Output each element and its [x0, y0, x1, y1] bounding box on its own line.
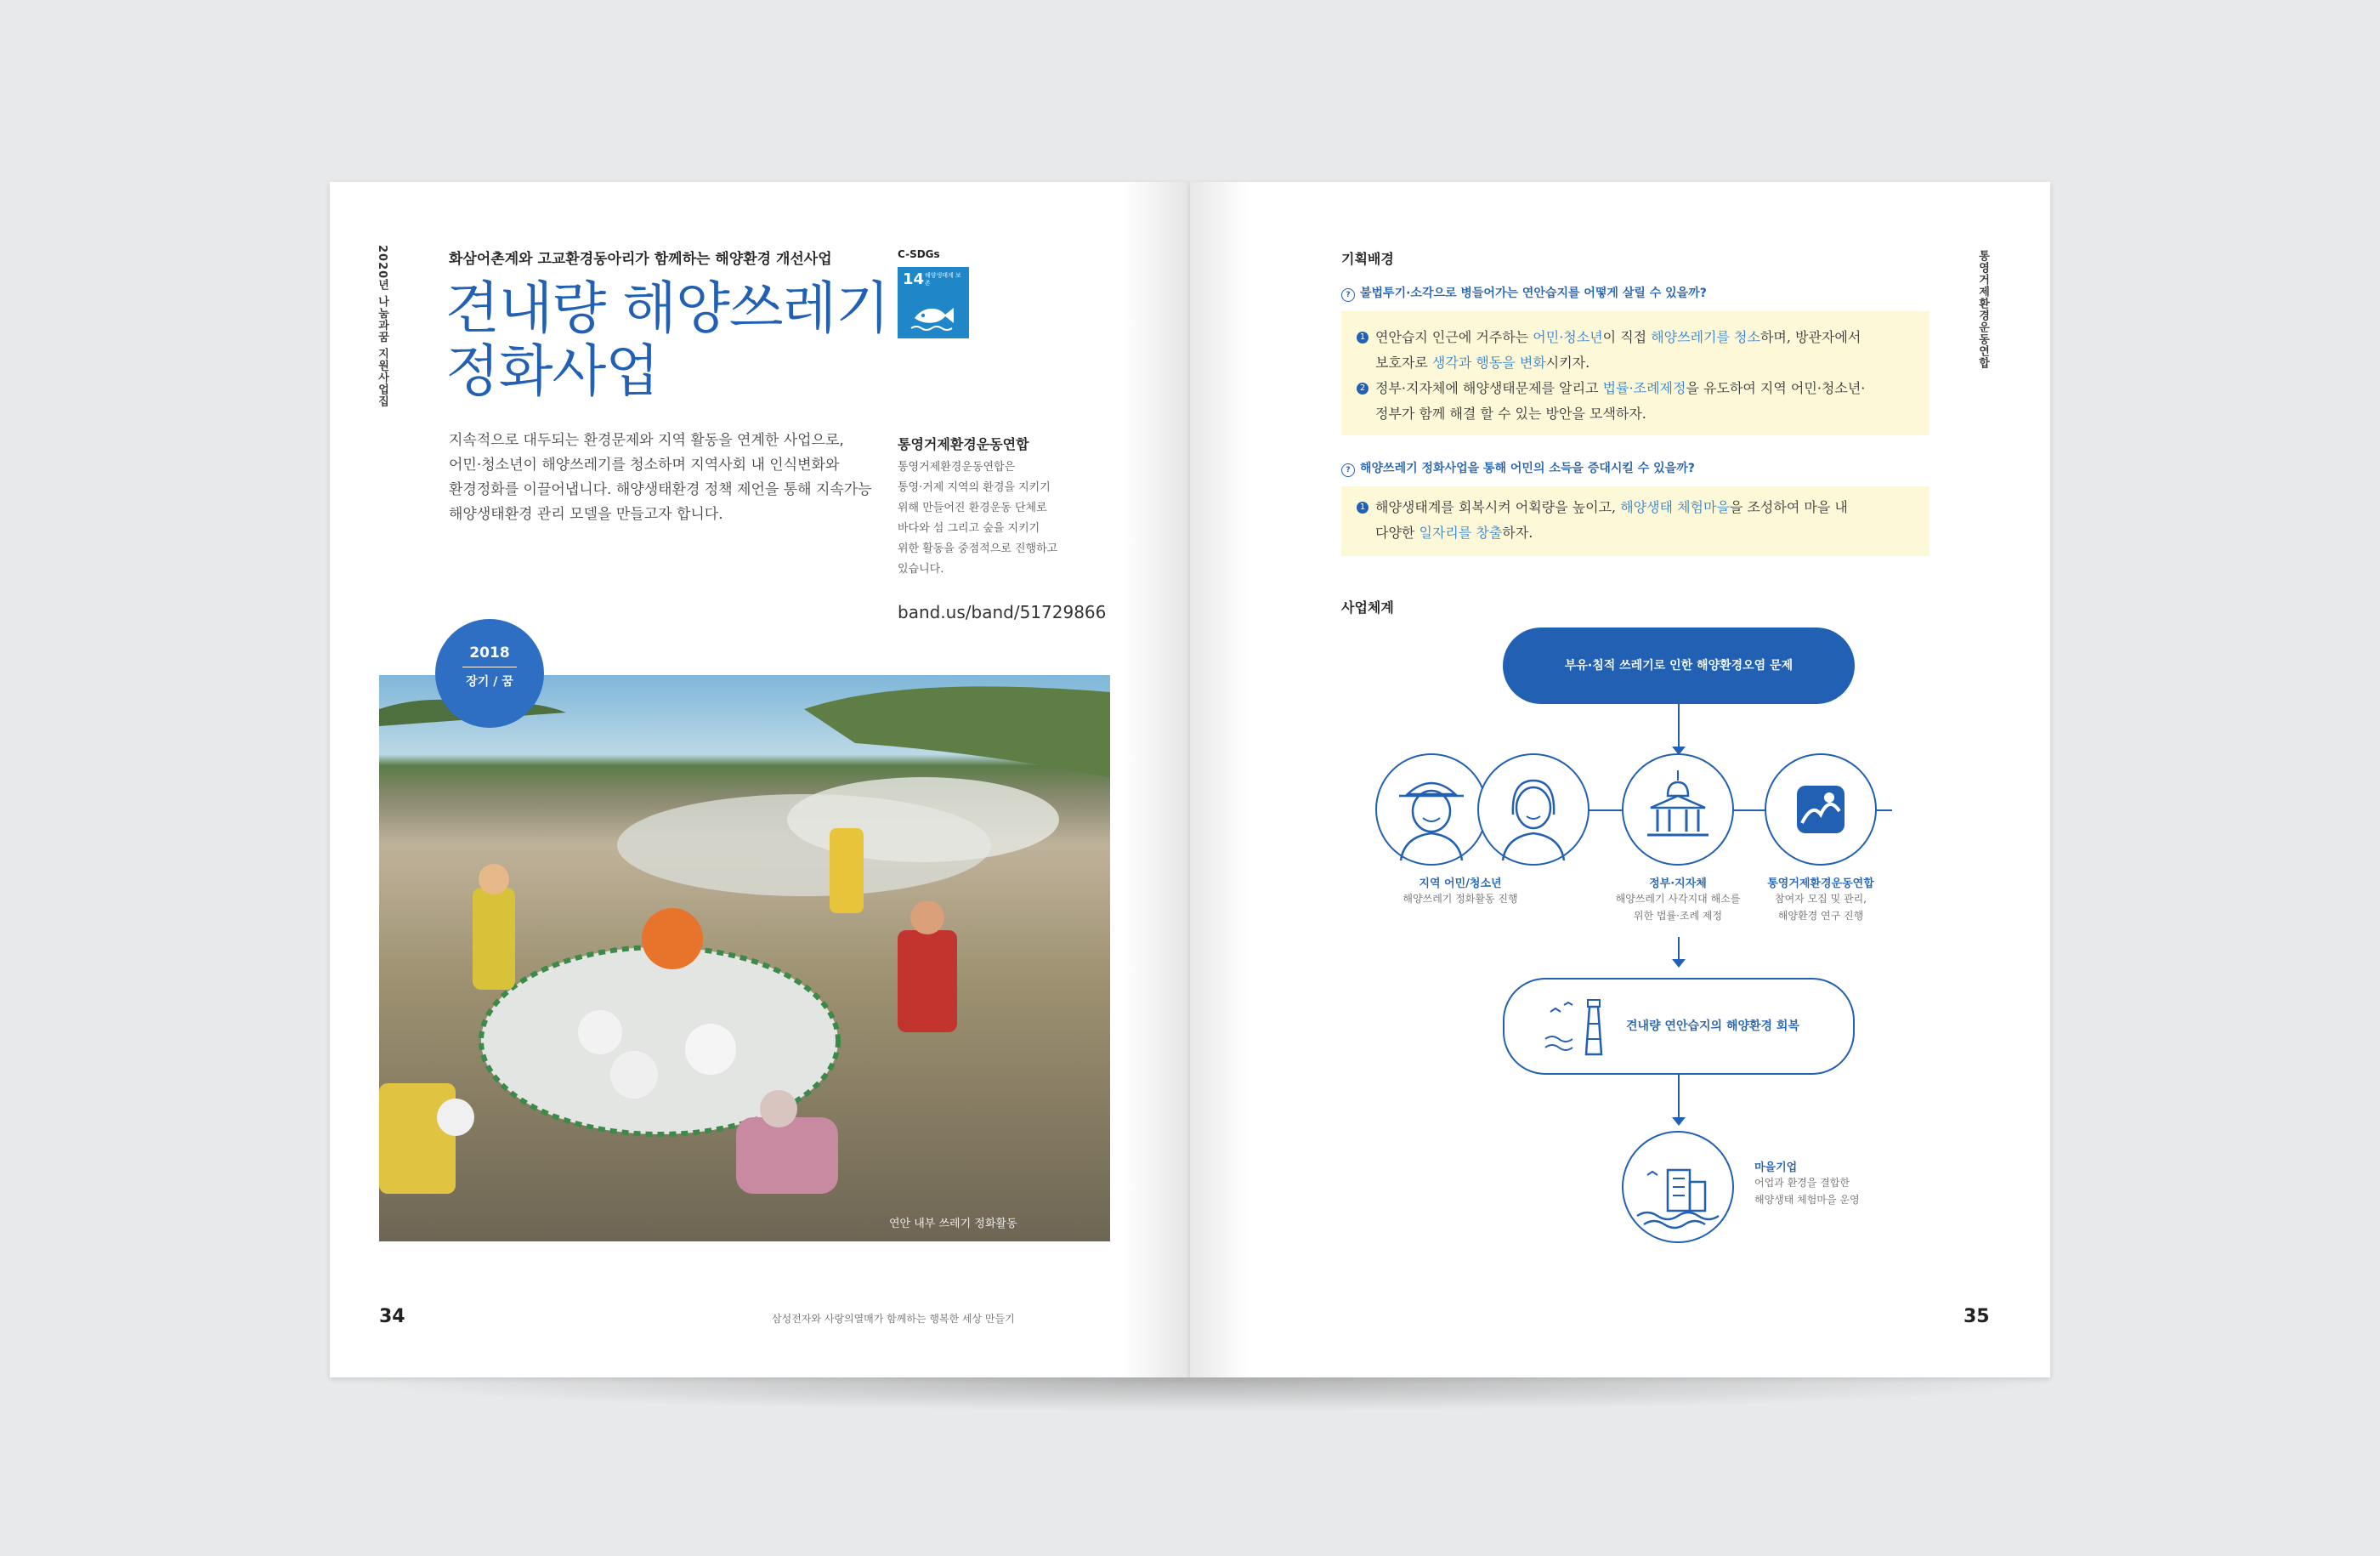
sdg-goal-text: 해양생태계 보존 [925, 272, 961, 287]
node-government-desc: 해양쓰레기 사각지대 해소를 위한 법률·조례 제정 [1615, 893, 1741, 922]
question-1-text: 불법투기·소각으로 병들어가는 연안습지를 어떻게 살릴 수 있을까? [1360, 287, 1707, 300]
final-node [1754, 1158, 1941, 1208]
footer-text: 삼성전자와 사랑의열매가 함께하는 행복한 세상 만들기 [772, 1313, 1015, 1325]
fish-icon [910, 298, 957, 332]
year-badge [435, 619, 544, 728]
problem-pill: 부유·침적 쓰레기로 인한 해양환경오염 문제 [1503, 628, 1855, 704]
background-section-title: 기획배경 [1341, 251, 1394, 267]
arrow-down-icon [1672, 1117, 1686, 1126]
node-org-desc: 참여자 모집 및 관리, 해양환경 연구 진행 [1775, 893, 1867, 922]
right-page [1190, 182, 2050, 1377]
final-node-desc: 어업과 환경을 결합한 해양생태 체험마을 운영 [1754, 1177, 1860, 1206]
system-section-title: 사업체계 [1341, 599, 1394, 616]
page-number-left: 34 [379, 1306, 405, 1327]
outcome-text: 견내량 연안습지의 해양환경 회복 [1626, 1019, 1799, 1033]
photo-illustration [379, 675, 1110, 1241]
village-business-icon [1622, 1131, 1734, 1243]
org-url-link[interactable]: band.us/band/51729866 [898, 602, 1107, 622]
question-2 [1341, 459, 1695, 477]
government-building-icon [1622, 753, 1734, 866]
sdg-badge [898, 267, 969, 338]
arrow-down-icon [1672, 959, 1686, 968]
bullet-1-icon: 1 [1357, 502, 1368, 514]
org-name: 통영거제환경운동연합 [898, 436, 1029, 452]
node-org-title: 통영거제환경운동연합 [1767, 877, 1874, 890]
connector-line [1678, 1075, 1680, 1122]
node-fishers-title: 지역 어민/청소년 [1419, 877, 1502, 890]
bullet-2-icon: 2 [1357, 383, 1368, 395]
photo-caption: 연안 내부 쓰레기 정화활동 [889, 1218, 1017, 1230]
node-org [1727, 874, 1914, 924]
right-spine-text: 통영거제환경운동연합 [1976, 250, 1989, 369]
q2-answer-box [1341, 486, 1930, 556]
page-title [445, 277, 889, 403]
student-icon [1477, 753, 1590, 866]
beach-cleanup-photo [379, 675, 1110, 1241]
q1-answer-box [1341, 311, 1930, 435]
page-number-right: 35 [1964, 1306, 1990, 1327]
final-node-title: 마을기업 [1754, 1161, 1798, 1174]
node-government-title: 정부·지자체 [1649, 877, 1707, 890]
node-fishers-desc: 해양쓰레기 정화활동 진행 [1402, 893, 1518, 905]
org-logo-icon [1765, 753, 1877, 866]
title-line-1: 견내량 해양쓰레기 [445, 275, 890, 341]
bullet-1-icon: 1 [1357, 332, 1368, 344]
node-fishers [1367, 874, 1554, 907]
question-1 [1341, 284, 1707, 302]
connector-line [1678, 704, 1680, 752]
project-subtitle: 화삼어촌계와 고교환경동아리가 함께하는 해양환경 개선사업 [449, 251, 832, 268]
question-mark-icon: ? [1341, 288, 1355, 302]
sdg-label: C-SDGs [898, 248, 940, 260]
org-description: 통영거제환경운동연합은 통영·거제 지역의 환경을 지키기 위해 만들어진 환경운동 단체로 바다와 섬 그리고 숲을 지키기 위한 활동을 중점적으로 진행하고 있습니다. [898, 461, 1058, 576]
left-page [330, 182, 1190, 1377]
fisherman-icon [1375, 753, 1488, 866]
question-mark-icon: ? [1341, 463, 1355, 477]
q1-item-2: 2 정부·지자체에 해양생태문제를 알리고 법률·조례제정을 유도하여 지역 어민·청소년· 정부가 함께 해결 할 수 있는 방안을 모색하자. [1357, 376, 1930, 427]
question-2-text: 해양쓰레기 정화사업을 통해 어민의 소득을 증대시킬 수 있을까? [1360, 462, 1695, 475]
sdg-number: 14 [903, 270, 925, 288]
badge-category: 장기 / 꿈 [466, 675, 513, 689]
lighthouse-icon [1542, 995, 1618, 1059]
badge-year: 2018 [469, 645, 510, 662]
q2-item-1: 1 해양생태계를 회복시켜 어획량을 높이고, 해양생태 체험마을을 조성하여 마을 내 다양한 일자리를 창출하자. [1357, 495, 1930, 546]
q1-item-1: 1 연안습지 인근에 거주하는 어민·청소년이 직접 해양쓰레기를 청소하며, 방관자에서 보호자로 생각과 행동을 변화시키자. [1357, 325, 1930, 376]
title-line-2: 정화사업 [445, 338, 660, 404]
intro-paragraph: 지속적으로 대두되는 환경문제와 지역 활동을 연계한 사업으로, 어민·청소년이 해양쓰레기를 청소하며 지역사회 내 인식변화와 환경정화를 이끌어냅니다. 해양생태환경 정책 제언을 통해 지속가능 해양생태환경 관리 모델을 만들고자 합니다. [449, 432, 872, 523]
left-spine-text: 2020년 나눔과꿈 지원사업집 [376, 245, 388, 408]
